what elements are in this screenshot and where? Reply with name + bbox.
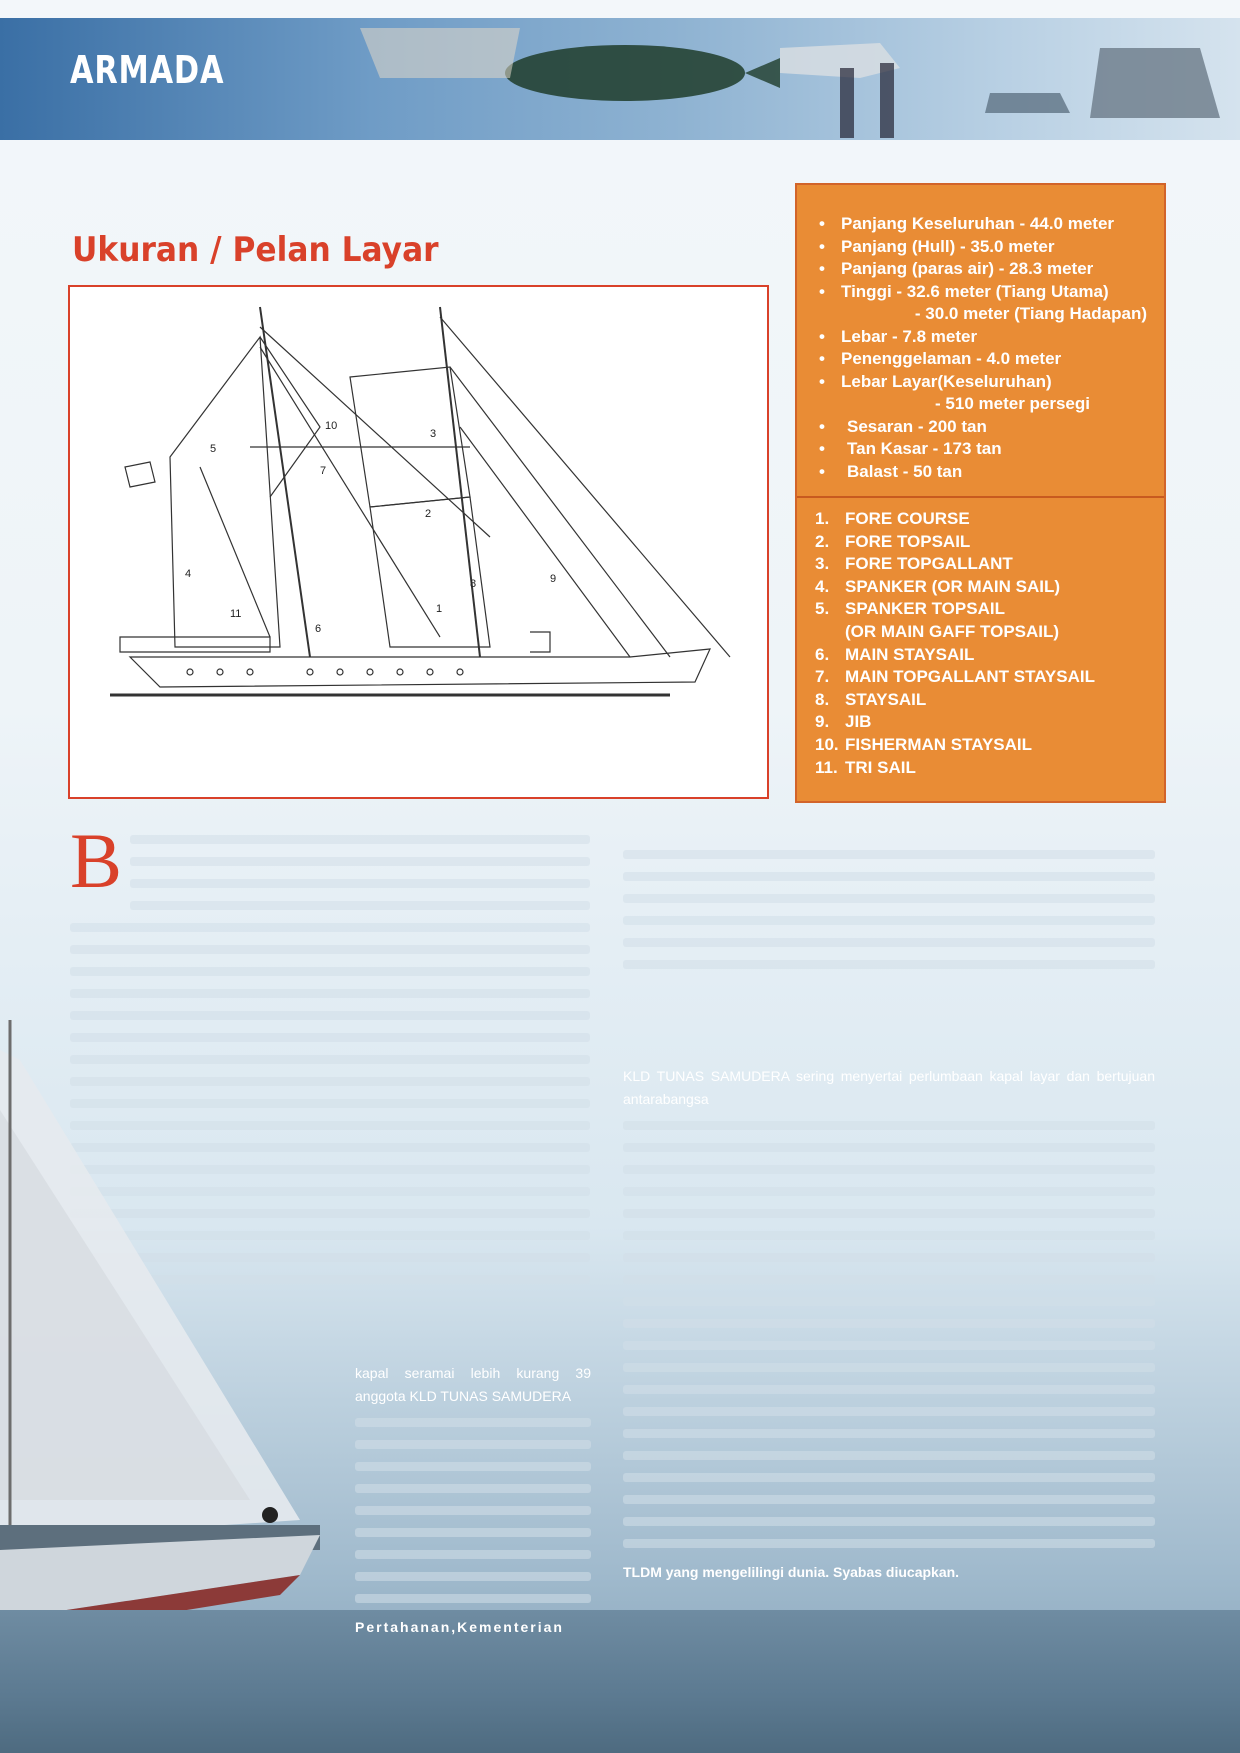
section-label: ARMADA [70,48,225,92]
specifications-box [795,183,1166,803]
hull-outline [130,649,710,687]
faded-right-column-lines [623,1121,1155,1548]
sail-legend-item: 11. TRI SAIL [815,757,916,777]
sail-legend-item: 8. STAYSAIL [815,689,927,709]
spec-item: • Panjang (Hull) - 35.0 meter [819,236,1055,256]
sail-legend-item-continued: (OR MAIN GAFF TOPSAIL) [845,621,1060,641]
portholes [187,669,463,675]
sail-legend-item: 6. MAIN STAYSAIL [815,644,975,664]
spec-item: • Sesaran - 200 tan [819,416,987,436]
spec-item: • Panjang Keseluruhan - 44.0 meter [819,214,1115,233]
sail-number-4: 4 [185,568,192,580]
sail-number-6: 6 [315,623,322,635]
fore-mast [440,307,480,657]
spec-item: • Panjang (paras air) - 28.3 meter [819,259,1094,278]
sail-number-10: 10 [325,420,338,432]
faded-article-text-left [130,835,590,923]
article-right-column [623,1065,1155,1583]
article-dropcap: B [70,817,123,904]
sail-legend-list [815,508,1095,779]
sail-legend-item: 2. FORE TOPSAIL [815,531,971,551]
sail-legend-item: 10. FISHERMAN STAYSAIL [815,734,1033,754]
spec-item-continued: - 510 meter persegi [935,394,1090,413]
sail-plan-drawing [70,287,767,797]
sail-legend-item: 1. FORE COURSE [815,509,970,528]
spec-item: • Lebar Layar(Keseluruhan) [819,371,1052,391]
spec-divider [797,496,1164,498]
sail-number-8: 8 [470,578,477,590]
article-left-line: kapal seramai lebih kurang 39 anggota KLD TUNAS SAMUDERA [355,1365,591,1404]
article-right-last-line: TLDM yang mengelilingi dunia. Syabas diucapkan. [623,1563,960,1580]
sea-background [0,1610,1240,1753]
spec-item: • Lebar - 7.8 meter [819,326,978,346]
sail-legend-item: 5. SPANKER TOPSAIL [815,599,1005,619]
sail-number-9: 9 [550,573,557,585]
sail-legend-item: 7. MAIN TOPGALLANT STAYSAIL [815,667,1095,687]
sail-number-11: 11 [230,608,242,620]
faded-article-text-right-top [623,850,1155,982]
article-left-column [355,1362,591,1638]
article-right-head: KLD TUNAS SAMUDERA sering menyertai perlumbaan kapal layar dan bertujuan antarabangsa [623,1068,1155,1107]
sail-legend-item: 4. SPANKER (OR MAIN SAIL) [815,576,1061,596]
sail-number-1: 1 [436,603,443,615]
article-left-tail: Pertahanan,Kementerian [355,1618,564,1635]
spec-item: • Balast - 50 tan [819,461,963,481]
spec-item: • Tan Kasar - 173 tan [819,439,1002,458]
sail-legend-item: 3. FORE TOPGALLANT [815,554,1013,574]
spec-list [815,213,1147,483]
spec-item-continued: - 30.0 meter (Tiang Hadapan) [914,304,1147,323]
spec-item: • Penenggelaman - 4.0 meter [819,349,1062,368]
sail-number-3: 3 [430,428,437,440]
sailing-ship-photo [0,1020,360,1650]
sail-number-7: 7 [320,465,327,477]
sail-number-2: 2 [425,508,432,520]
header-banner [0,18,1240,140]
sail-plan-diagram [68,285,769,799]
sail-number-5: 5 [210,443,217,455]
spec-item: • Tinggi - 32.6 meter (Tiang Utama) [819,281,1109,301]
sail-legend-item: 9. JIB [815,712,872,732]
diagram-title: Ukuran / Pelan Layar [72,230,439,270]
faded-left-column-lines [355,1418,591,1603]
